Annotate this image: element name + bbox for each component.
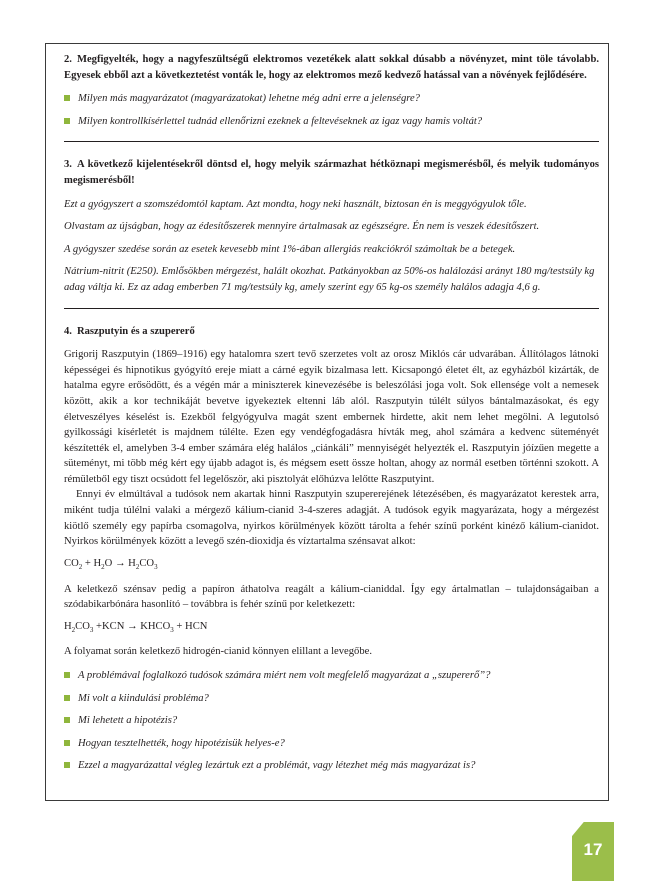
question-4-text: Raszputyin és a szupererő — [76, 325, 195, 337]
page-content — [64, 52, 599, 781]
statement: Nátrium-nitrit (E250). Emlősökben mérgezést, halált okozhat. Patkányokban az 50%-os halálozási arányt 180 mg/testsúly kg adag váltja ki. Ez az adag emberben 71 mg/testsúly kg, amely szerint egy 65 kg-os személy halálos adagja 4,6 g. — [64, 266, 595, 293]
question-4-bullet — [64, 758, 599, 774]
question-4-bullet — [64, 736, 599, 752]
question-4-bullet-text: A problémával foglalkozó tudósok számára miért nem volt megfelelő magyarázat a „szupererő”? — [78, 670, 491, 682]
question-3-number: 3. — [64, 159, 72, 171]
bullet-square-icon — [64, 695, 70, 701]
question-3 — [64, 157, 599, 295]
section-divider — [64, 308, 599, 309]
question-4-bullet — [64, 668, 599, 684]
question-2-bullet-text: Milyen más magyarázatot (magyarázatokat) lehetne még adni erre a jelenségre? — [78, 93, 420, 105]
story-paragraph-3: A keletkező szénsav pedig a papíron áthatolva reagált a kálium-cianiddal. Így egy ártalmatlan – tulajdonságaiban a szódabikarbónára hasonlító – továbbra is fehér színű por keletkezett: — [64, 583, 599, 611]
question-2-text: Megfigyelték, hogy a nagyfeszültségű elektromos vezetékek alatt sokkal dúsabb a növényzet, mint töle távolabb. Egyesek ebből azt a következtetést vonták le, hogy az elektromos mező kedvező hatással van a növények fejlődésére. — [64, 54, 599, 81]
section-divider — [64, 141, 599, 142]
question-2-bullet-text: Milyen kontrollkísérlettel tudnád ellenőrizni ezeknek a feltevéseknek az igaz vagy hamis voltát? — [78, 115, 483, 127]
bullet-square-icon — [64, 672, 70, 678]
statement: Olvastam az újságban, hogy az édesítőszerek mennyire ártalmasak az egészségre. Én nem is veszek édesítőszert. — [64, 221, 540, 233]
page-number: 17 — [583, 840, 603, 859]
statement: Ezt a gyógyszert a szomszédomtól kaptam. Azt mondta, hogy neki használt, biztosan én is meggyógyulok tőle. — [64, 198, 527, 210]
story-paragraph-1: Grigorij Raszputyin (1869–1916) egy hatalomra szert tevő szerzetes volt az orosz Miklós cár udvarában. Állítólagos látnoki képességei és hipnotikus gyógyító ereje miatt a cárné egyik bizalmasa lett. Kicsapongó életet élt, az egyházból kizárták, de hatalma egyre erősödött, és a végén már a miniszterek kinevezésébe is beleszólási joga volt. Sok ellensége volt a nemesek között, akik a kor technikáját bevetve igyekeztek eltenni láb alól. Raszputyin túlélt súlyos bántalmazásokat, és egy életveszélyes késelést is. Ezekből felgyógyulva magát szent embernek hirdette, akit nem lehet megölni. A legutolsó gyilkossági kísérletét is majdnem túlélte. Ezen egy vendégfogadásra hívták meg, ahol számára a kedvenc süteményét készítették el, amelyben 3-4 ember számára elég halálos „ciánkáli” mennyiségét helyezték el. Raszputyin jóízűen megette a süteményt, mi több még kért egy újabb adagot is, és mégsem esett össze holtan, ahogy az normál esetben történni szokott. A rémületből egy tiszt ocsúdott fel legelőször, aki pisztolyát előhúzva lelőtte Raszputyint. — [64, 349, 599, 485]
bullet-square-icon — [64, 118, 70, 124]
question-3-text: A következő kijelentésekről döntsd el, hogy melyik származhat hétköznapi megismerésből, és melyik tudományos megismerésből! — [64, 159, 599, 186]
question-4-title — [64, 324, 599, 340]
statement: A gyógyszer szedése során az esetek kevesebb mint 1%-ában allergiás reakciókról számoltak be a betegek. — [64, 243, 516, 255]
question-4-number: 4. — [64, 325, 72, 337]
formula-carbonic-acid: $CO_2 + H_2O \to H_2CO_3$ — [64, 557, 158, 571]
bullet-square-icon — [64, 762, 70, 768]
question-4-bullet — [64, 713, 599, 729]
question-4-bullet-text: Ezzel a magyarázattal végleg lezártuk ezt a problémát, vagy létezhet még más magyarázat is? — [78, 760, 476, 772]
question-4-bullet — [64, 691, 599, 707]
question-4 — [64, 324, 599, 774]
question-2 — [64, 52, 599, 129]
question-4-bullet-text: Mi volt a kiindulási probléma? — [78, 692, 209, 704]
bullet-square-icon — [64, 717, 70, 723]
question-4-bullet-text: Hogyan tesztelhették, hogy hipotézisük helyes-e? — [78, 737, 285, 749]
formula-cyanide-reaction: $H_2CO_3 +KCN$ → $KHCO_3$ + HCN — [64, 620, 208, 634]
story-paragraph-2: Ennyi év elmúltával a tudósok nem akartak hinni Raszputyin szupererejének létezésében, és magyarázatot kerestek arra, miként tudja túlélni valaki a mérgező kálium-cianid 3-4-szeres adagját. A tudósok egyik magyarázata, hogy a mérgezést kiötlő személy egy papírba csomagolva, nyirkos körülmények között tárolta a fehér színű porként kinéző kálium-cianidot. Nyirkos körülmények között a levegő szén-dioxidja és víztartalma szénsavat alkot: — [64, 489, 599, 548]
bullet-square-icon — [64, 95, 70, 101]
question-2-bullet — [64, 114, 599, 130]
bullet-square-icon — [64, 740, 70, 746]
question-2-number: 2. — [64, 54, 72, 65]
question-4-bullet-text: Mi lehetett a hipotézis? — [78, 715, 178, 727]
question-3-title — [64, 157, 599, 188]
story-paragraph-4: A folyamat során keletkező hidrogén-cianid könnyen elillant a levegőbe. — [64, 646, 372, 658]
question-2-bullet — [64, 91, 599, 107]
question-2-title — [64, 52, 599, 83]
